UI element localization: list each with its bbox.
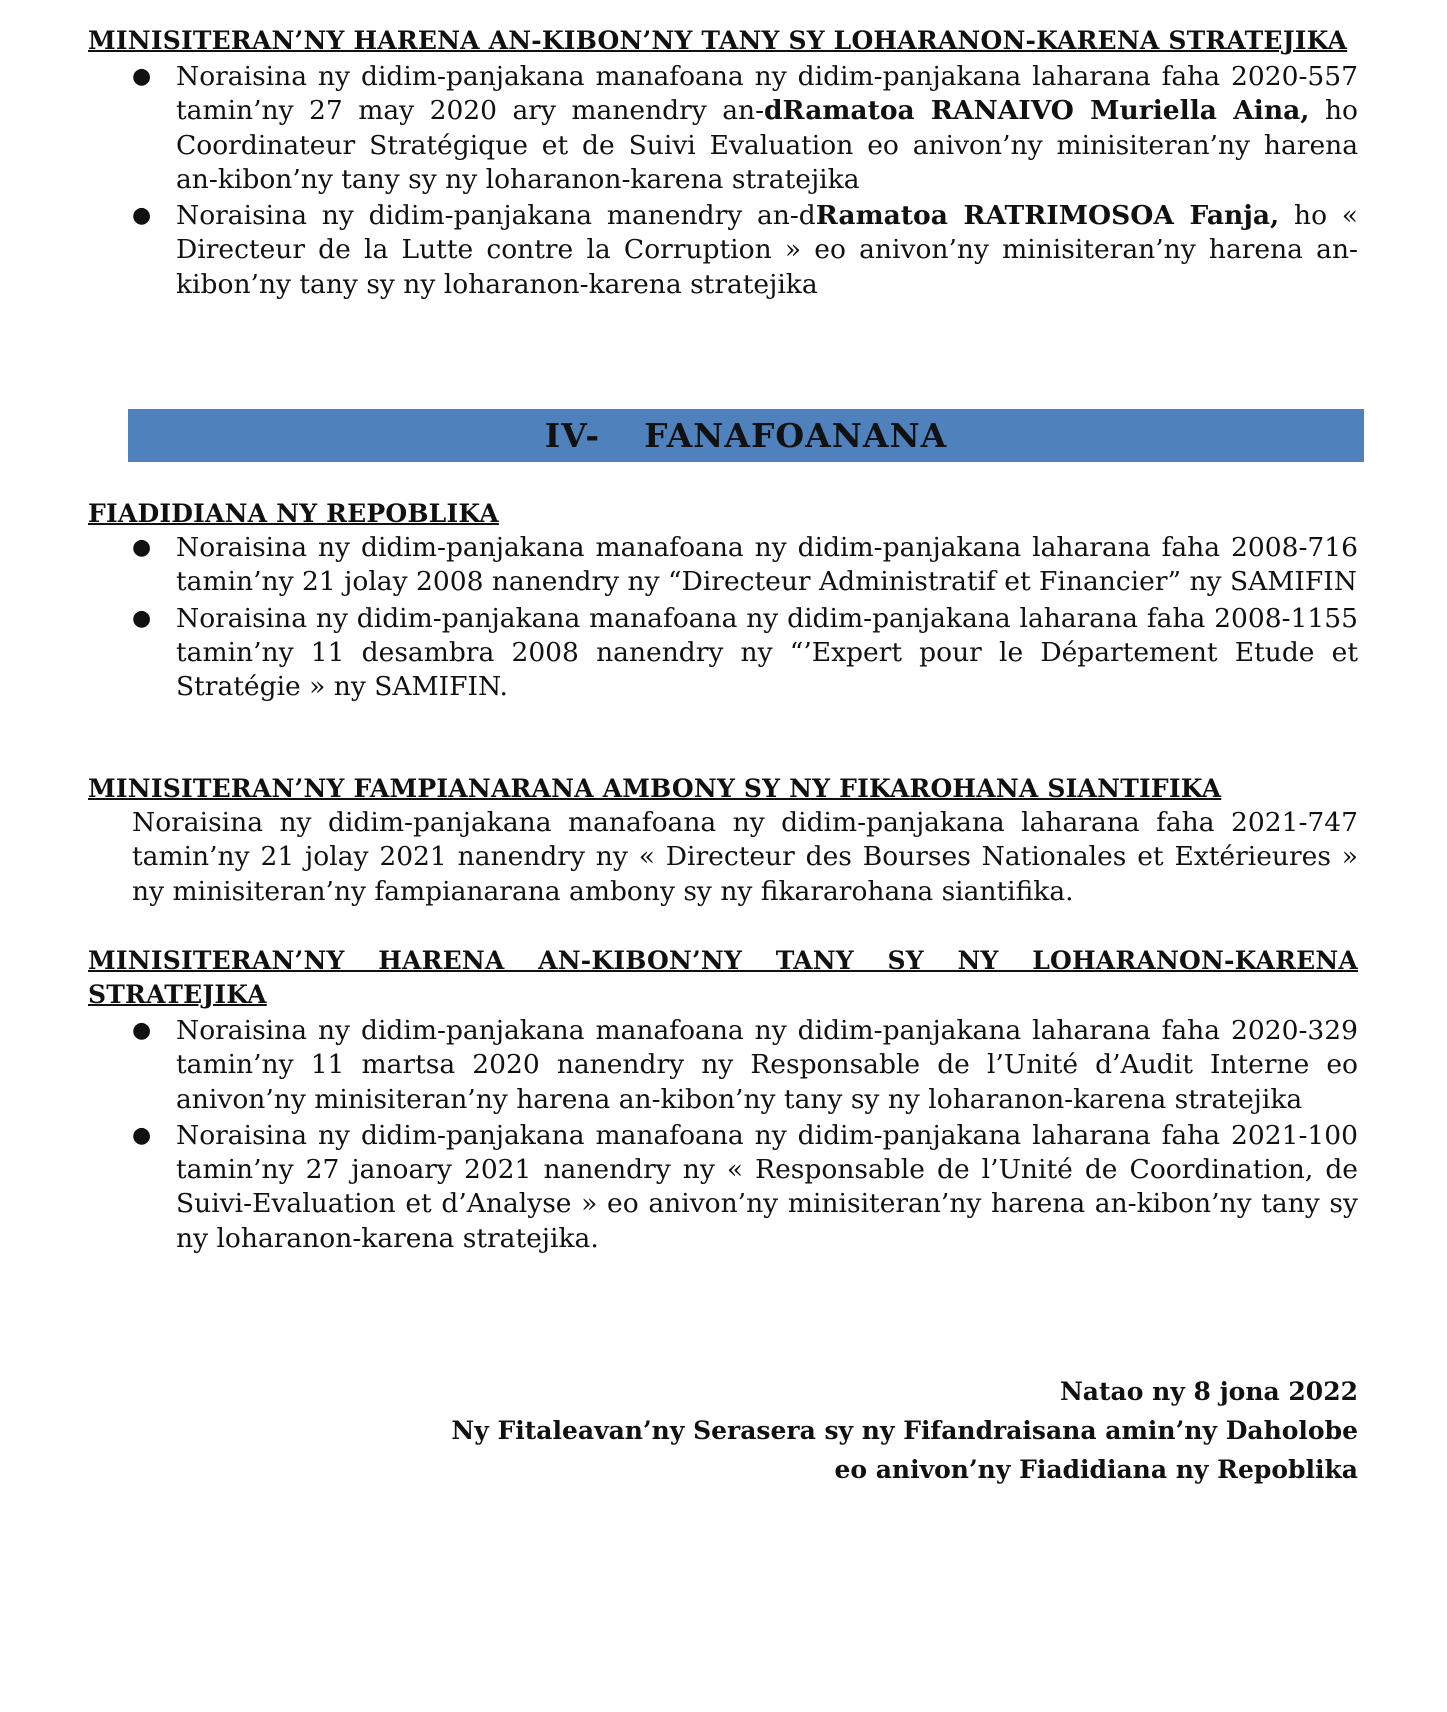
section-presidency bbox=[88, 497, 1358, 704]
bullet-icon: ● bbox=[132, 605, 152, 631]
bullet-icon: ● bbox=[132, 64, 152, 89]
banner-number: IV- bbox=[544, 416, 601, 455]
section-heading: FIADIDIANA NY REPOBLIKA bbox=[88, 499, 499, 528]
section-ministry-mines-appointments bbox=[88, 24, 1358, 302]
banner-title: FANAFOANANA bbox=[644, 416, 948, 455]
list-item bbox=[88, 531, 1358, 600]
list-item bbox=[88, 199, 1358, 302]
list-item bbox=[88, 602, 1358, 705]
section-paragraph: Noraisina ny didim-panjakana manafoana ny didim-panjakana laharana faha 2021-747 tamin’ny 21 jolay 2021 nanendry ny « Directeur des Bourses Nationales et Extérieures » ny minisiteran’ny fampianarana ambony sy ny fikararohana siantifika. bbox=[132, 807, 1358, 907]
signature-date: Natao ny 8 jona 2022 bbox=[1059, 1377, 1358, 1406]
item-text-post: ho Coordinateur Stratégique et de Suivi Evaluation eo anivon’ny minisiteran’ny harena an-kibon’ny tany sy ny loharanon-karena stratejika bbox=[176, 95, 1358, 195]
list-item bbox=[88, 1119, 1358, 1256]
item-text-bold: dRamatoa RANAIVO Muriella Aina, bbox=[764, 95, 1310, 127]
section-heading: MINISITERAN’NY FAMPIANARANA AMBONY SY NY FIKAROHANA SIANTIFIKA bbox=[88, 774, 1222, 803]
section-heading: MINISITERAN’NY HARENA AN-KIBON’NY TANY SY NY LOHARANON-KARENA STRATEJIKA bbox=[88, 946, 1358, 1009]
item-text-pre: Noraisina ny didim-panjakana manafoana ny didim-panjakana laharana faha 2020-557 tamin’ny 27 may 2020 ary manendry an- bbox=[176, 61, 1358, 127]
item-text: Noraisina ny didim-panjakana manafoana ny didim-panjakana laharana faha 2008-1155 tamin’ny 11 desambra 2008 nanendry ny “’Expert pour le Département Etude et Stratégie » ny SAMIFIN. bbox=[176, 602, 1358, 703]
section-higher-education bbox=[88, 772, 1358, 909]
list-item bbox=[88, 1014, 1358, 1117]
abrogation-list bbox=[88, 531, 1358, 704]
item-text-bold: Ramatoa RATRIMOSOA Fanja, bbox=[815, 200, 1280, 232]
signature-line-2: eo anivon’ny Fiadidiana ny Repoblika bbox=[834, 1455, 1358, 1484]
signature-block bbox=[258, 1372, 1358, 1489]
appointment-list bbox=[88, 60, 1358, 302]
section-heading: MINISITERAN’NY HARENA AN-KIBON’NY TANY SY LOHARANON-KARENA STRATEJIKA bbox=[88, 26, 1348, 55]
abrogation-list bbox=[88, 1014, 1358, 1256]
bullet-icon: ● bbox=[132, 1018, 152, 1043]
item-text-post: ho « Directeur de la Lutte contre la Corruption » eo anivon’ny minisiteran’ny harena an-kibon’ny tany sy ny loharanon-karena stratejika bbox=[176, 200, 1358, 300]
item-text: Noraisina ny didim-panjakana manafoana ny didim-panjakana laharana faha 2020-329 tamin’ny 11 martsa 2020 nanendry ny Responsable de l’Unité d’Audit Interne eo anivon’ny minisiteran’ny harena an-kibon’ny tany sy ny loharanon-karena stratejika bbox=[176, 1015, 1358, 1115]
item-text: Noraisina ny didim-panjakana manafoana ny didim-panjakana laharana faha 2008-716 tamin’ny 21 jolay 2008 nanendry ny “Directeur Administratif et Financier” ny SAMIFIN bbox=[176, 532, 1358, 598]
bullet-icon: ● bbox=[132, 1122, 152, 1148]
section-ministry-mines-abrogations bbox=[88, 944, 1358, 1256]
item-text-pre: Noraisina ny didim-panjakana manendry an-d bbox=[176, 200, 816, 232]
item-text: Noraisina ny didim-panjakana manafoana ny didim-panjakana laharana faha 2021-100 tamin’ny 27 janoary 2021 nanendry ny « Responsable de l’Unité de Coordination, de Suivi-Evaluation et d’Analyse » eo anivon’ny minisiteran’ny harena an-kibon’ny tany sy ny loharanon-karena stratejika. bbox=[176, 1119, 1358, 1254]
bullet-icon: ● bbox=[132, 203, 152, 229]
signature-line-1: Ny Fitaleavan’ny Serasera sy ny Fifandraisana amin’ny Daholobe bbox=[451, 1416, 1358, 1445]
bullet-icon: ● bbox=[132, 535, 152, 560]
list-item bbox=[88, 60, 1358, 197]
section-banner bbox=[128, 409, 1364, 462]
